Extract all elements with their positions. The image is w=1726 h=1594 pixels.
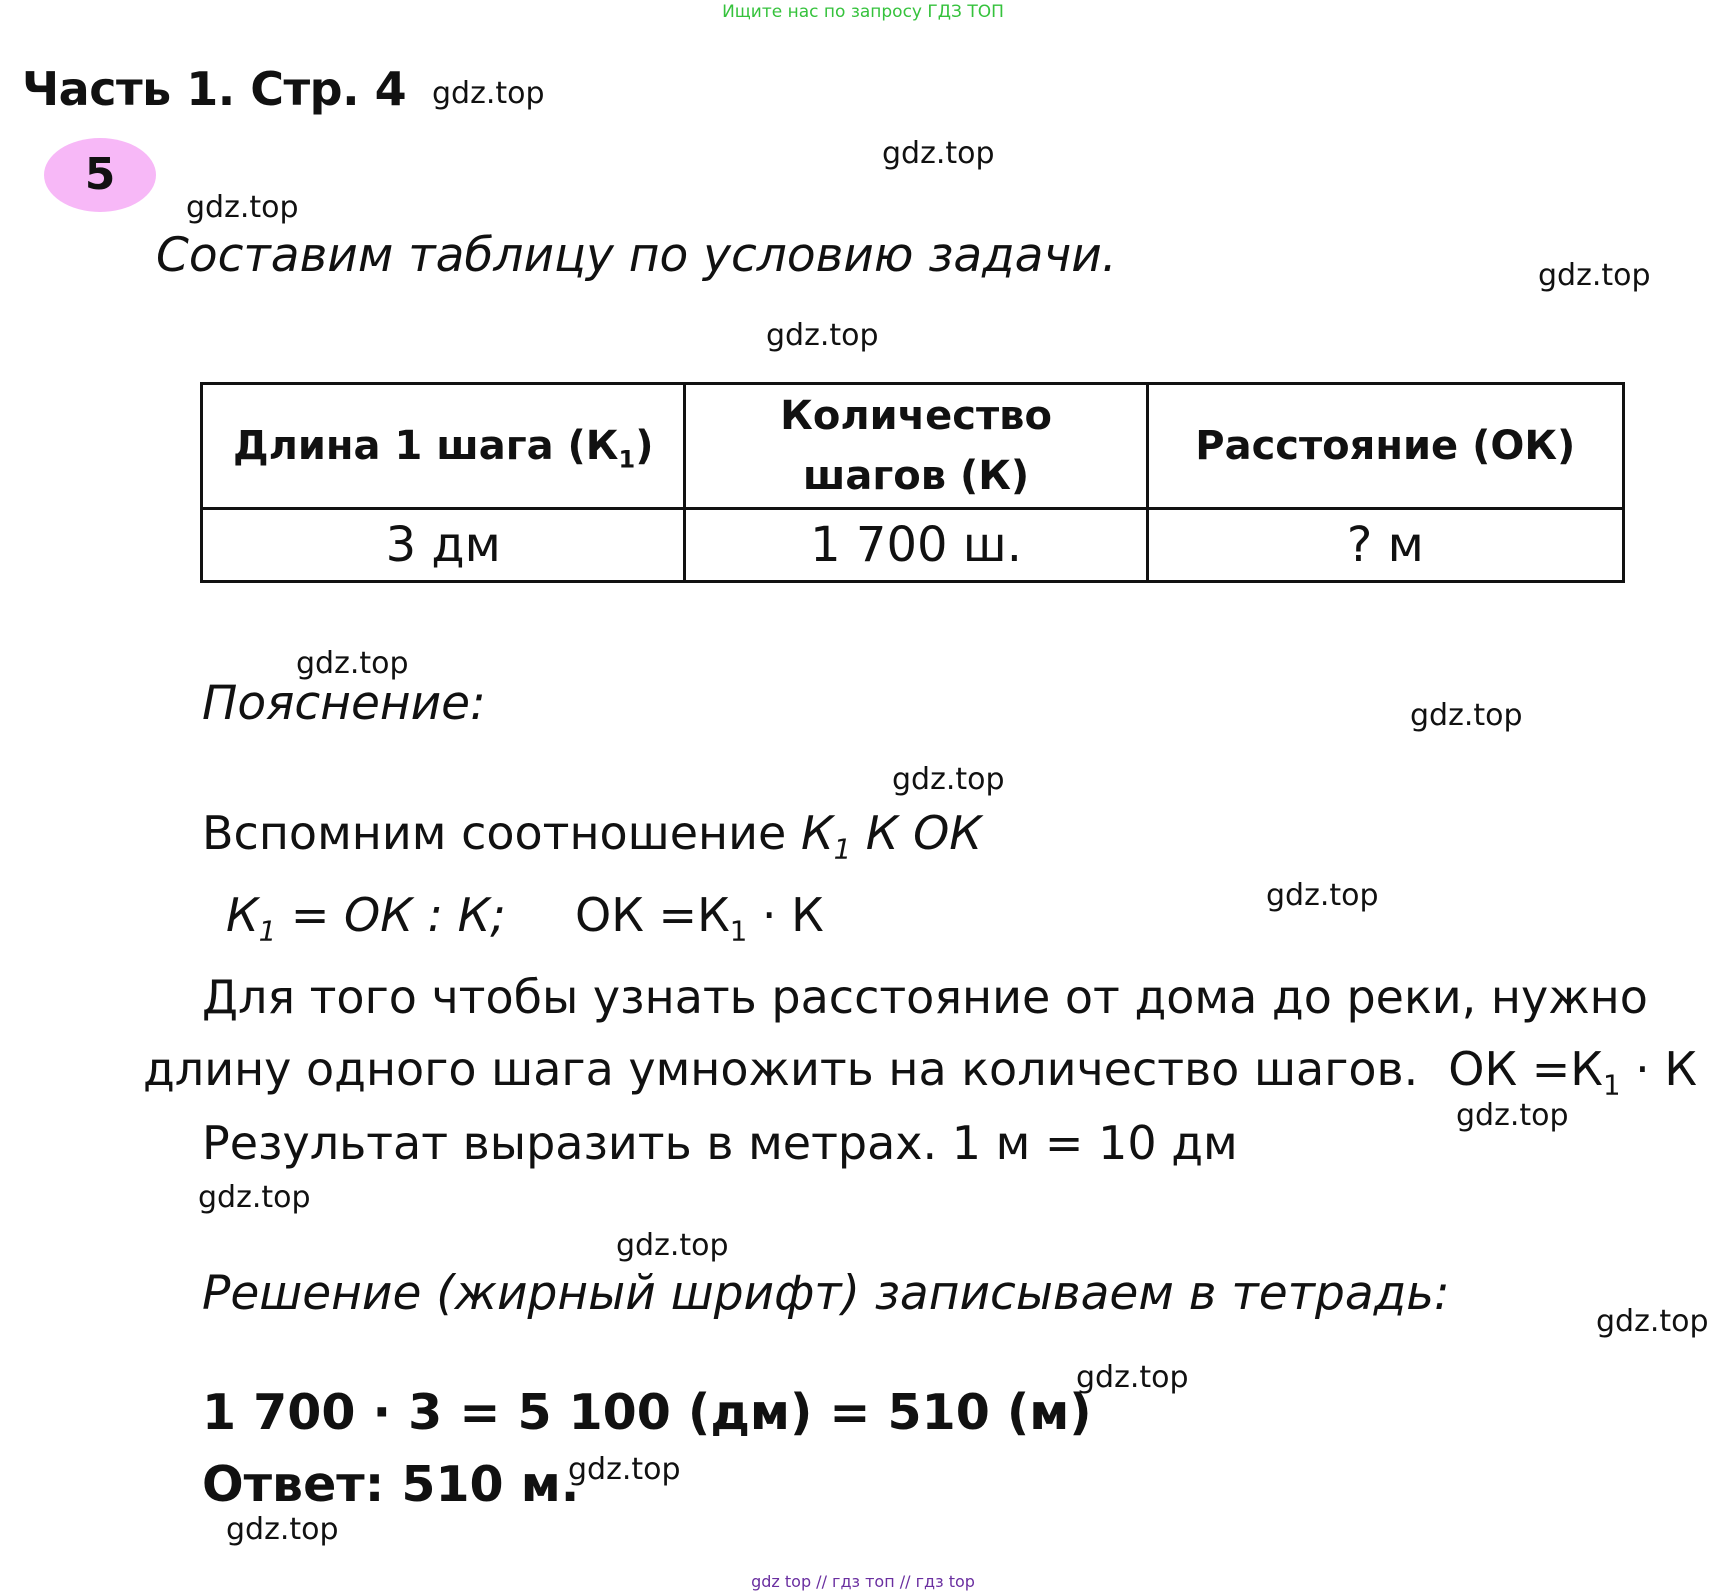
table-cell: 3 дм bbox=[202, 509, 685, 582]
answer-line: Ответ: 510 м. bbox=[202, 1456, 580, 1513]
watermark: gdz.top bbox=[892, 762, 1005, 797]
watermark: gdz.top bbox=[766, 318, 879, 353]
table-row bbox=[202, 509, 1624, 582]
watermark: gdz.top bbox=[186, 190, 299, 225]
task-table bbox=[200, 382, 1625, 583]
watermark: gdz.top bbox=[226, 1512, 339, 1547]
watermark: gdz.top bbox=[1456, 1098, 1569, 1133]
watermark: gdz.top bbox=[1410, 698, 1523, 733]
solution-heading: Решение (жирный шрифт) записываем в тетрадь: bbox=[202, 1266, 1450, 1321]
watermark: gdz.top bbox=[432, 76, 545, 111]
watermark: gdz.top bbox=[1538, 258, 1651, 293]
table-header-cell: Расстояние (ОК) bbox=[1147, 384, 1623, 509]
task-number-badge: 5 bbox=[44, 138, 156, 212]
watermark: gdz.top bbox=[1266, 878, 1379, 913]
intro-text: Составим таблицу по условию задачи. bbox=[156, 228, 1117, 283]
watermark: gdz.top bbox=[1076, 1360, 1189, 1395]
recall-line: Вспомним соотношение $К_1$ К ОК bbox=[202, 806, 982, 866]
top-banner: Ищите нас по запросу ГДЗ ТОП bbox=[722, 2, 1004, 22]
watermark: gdz.top bbox=[616, 1228, 729, 1263]
explanation-line-2: длину одного шага умножить на количество шагов. ОК $=К_1 \cdot К$ bbox=[143, 1042, 1698, 1102]
watermark: gdz.top bbox=[568, 1452, 681, 1487]
table-cell: ? м bbox=[1147, 509, 1623, 582]
table-cell: 1 700 ш. bbox=[685, 509, 1147, 582]
table-header-cell: Длина 1 шага $(К_1)$ bbox=[202, 384, 685, 509]
watermark: gdz.top bbox=[296, 646, 409, 681]
formula-line: $К_1$ = ОК : К; ОК $=К_1 \cdot К$ bbox=[226, 888, 824, 948]
watermark: gdz.top bbox=[198, 1180, 311, 1215]
footer-watermark: gdz top // гдз топ // гдз top bbox=[751, 1572, 975, 1591]
explanation-heading: Пояснение: bbox=[202, 676, 486, 731]
watermark: gdz.top bbox=[882, 136, 995, 171]
watermark: gdz.top bbox=[1596, 1304, 1709, 1339]
table-header-row bbox=[202, 384, 1624, 509]
page-title: Часть 1. Стр. 4 bbox=[22, 62, 407, 116]
explanation-line-1: Для того чтобы узнать расстояние от дома до реки, нужно bbox=[202, 970, 1648, 1024]
solution-calculation: 1 700 · 3 = 5 100 (дм) = 510 (м) bbox=[202, 1384, 1092, 1441]
table-header-cell: Количество шагов (К) bbox=[685, 384, 1147, 509]
explanation-line-3: Результат выразить в метрах. 1 м = 10 дм bbox=[202, 1116, 1238, 1170]
